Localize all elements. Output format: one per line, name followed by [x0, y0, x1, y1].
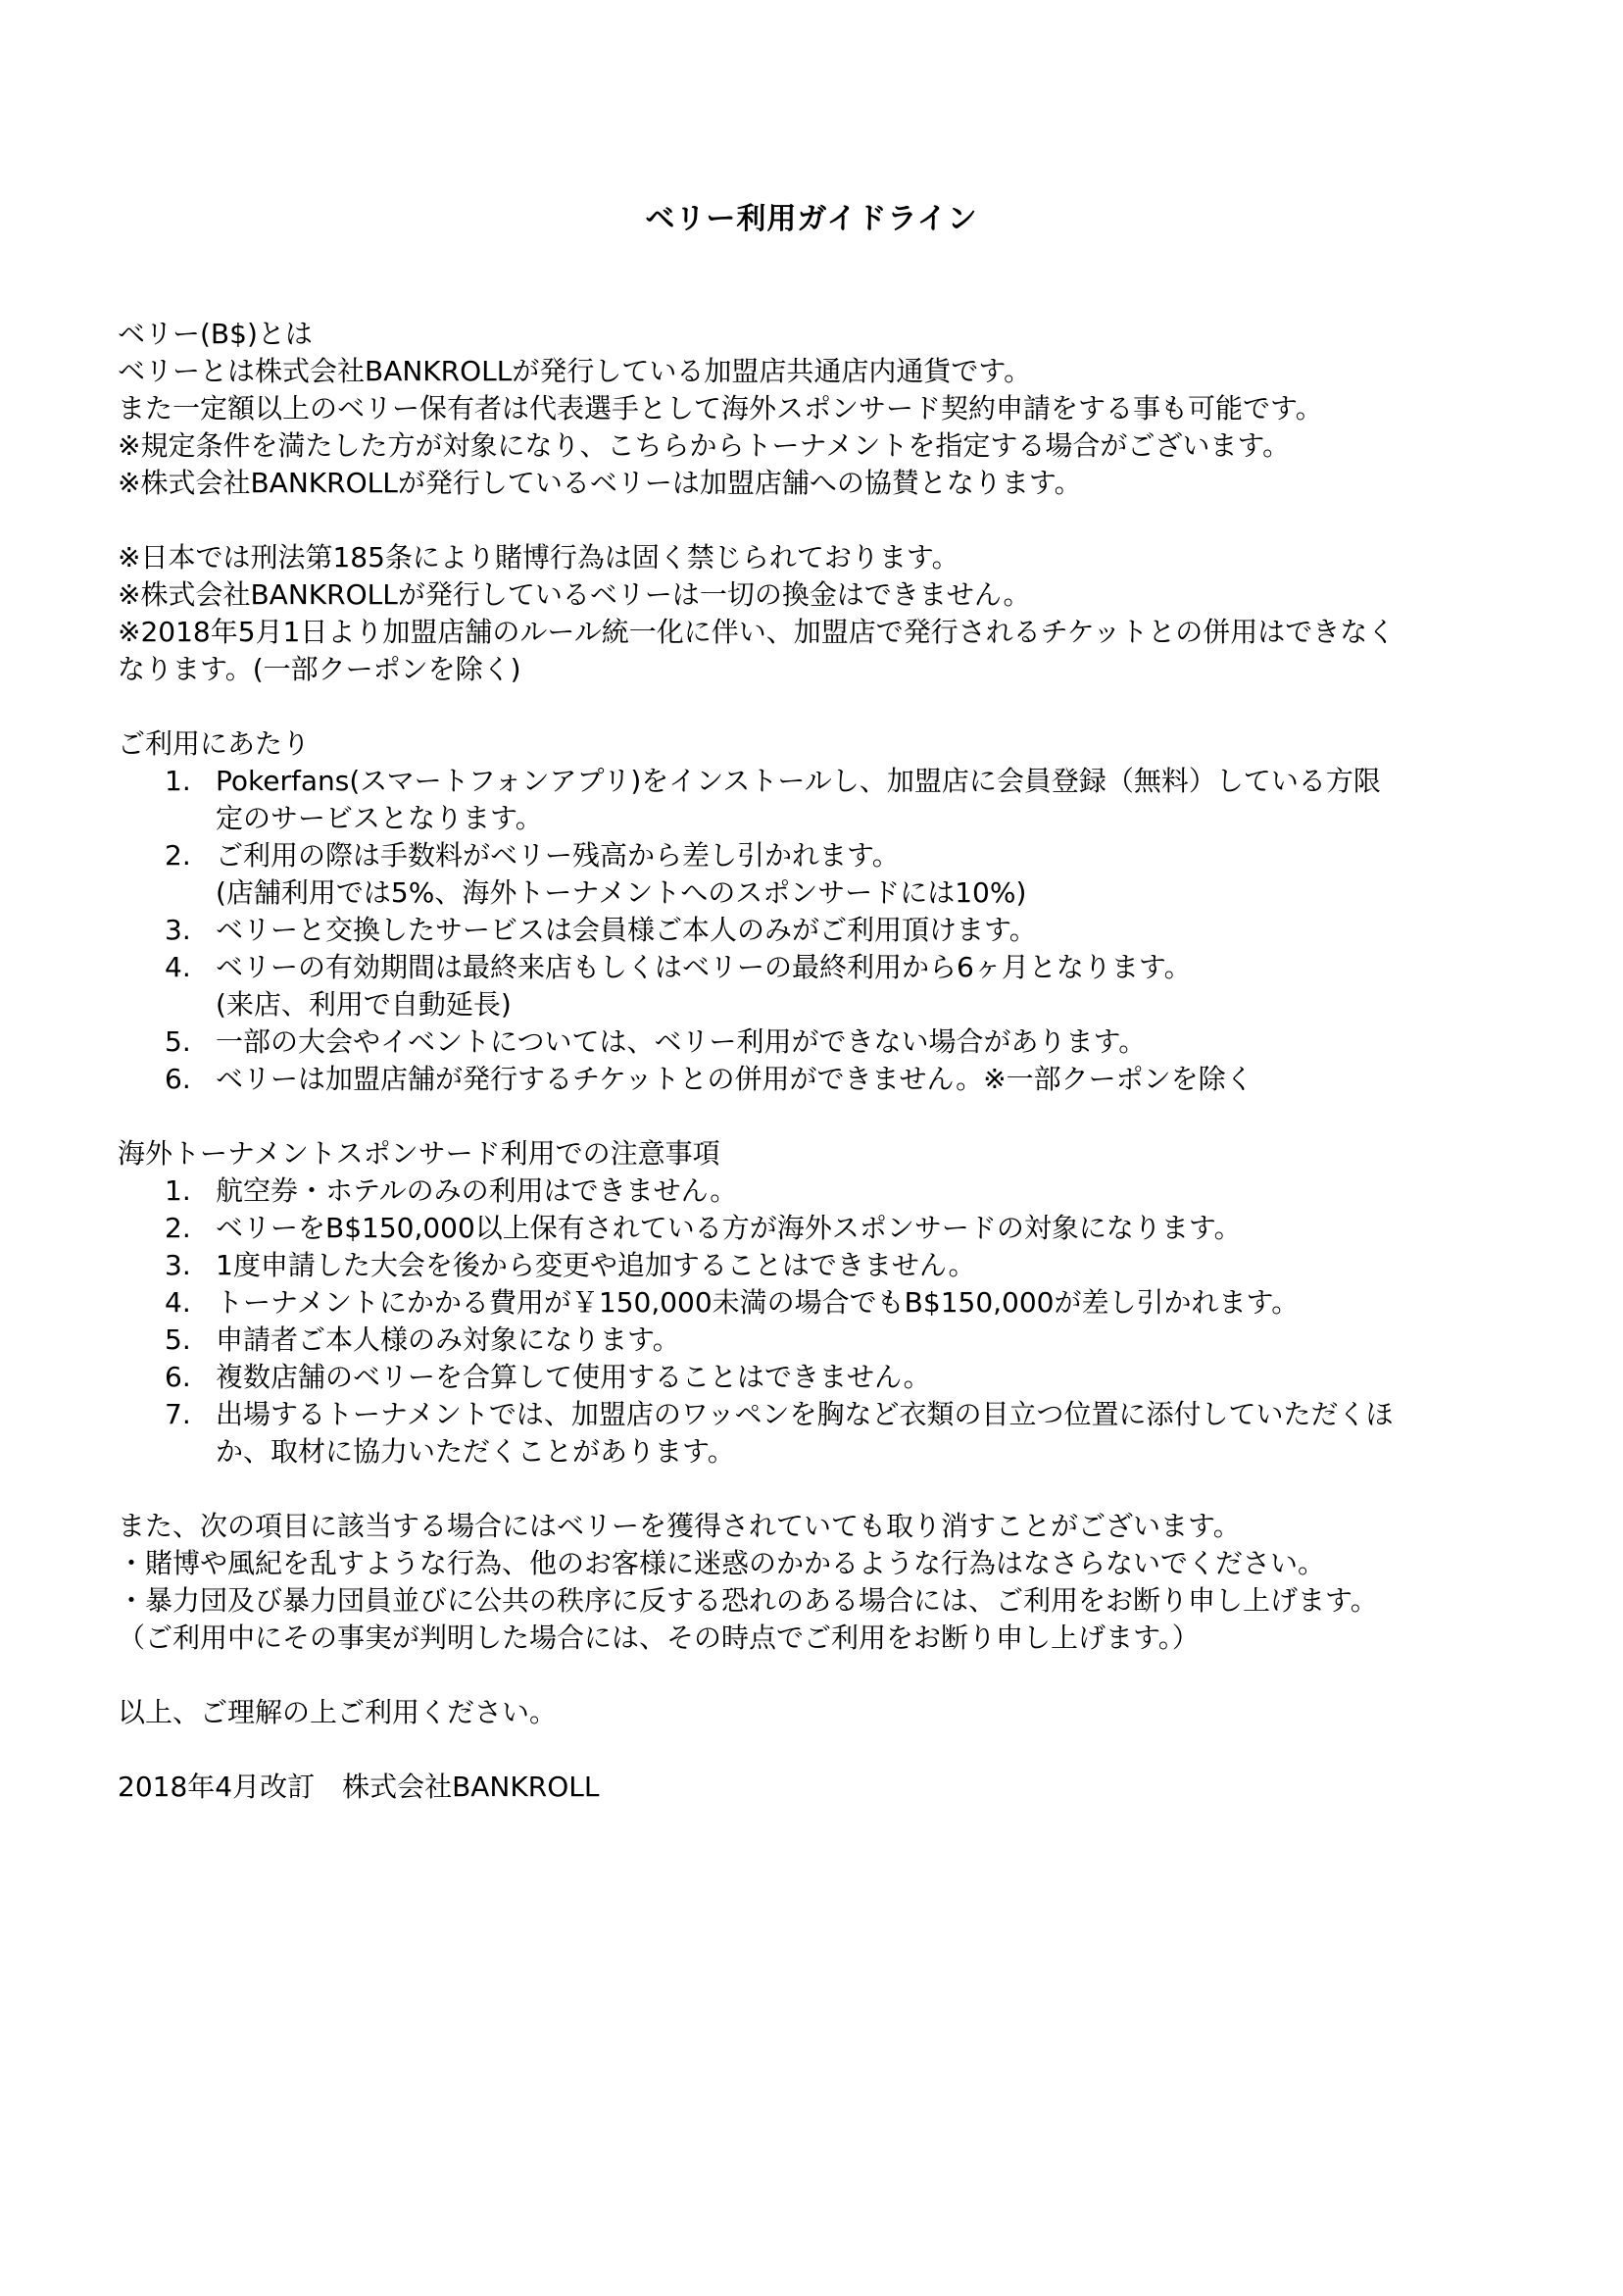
item-number: 6.	[165, 1361, 191, 1393]
usage-item-4	[118, 949, 1529, 1023]
item-text: 航空券・ホテルのみの利用はできません。	[216, 1174, 738, 1207]
note-line: ※2018年5月1日より加盟店舗のルール統一化に伴い、加盟店で発行されるチケットとの併用はできなく	[118, 616, 1396, 648]
sponsor-item-6	[118, 1359, 1529, 1396]
item-text: トーナメントにかかる費用が￥150,000未満の場合でもB$150,000が差し引かれます。	[216, 1286, 1300, 1319]
sponsor-item-5	[118, 1322, 1529, 1359]
item-text: 申請者ご本人様のみ対象になります。	[216, 1323, 680, 1356]
item-text: ベリーは加盟店舗が発行するチケットとの併用ができません。※一部クーポンを除く	[216, 1063, 1254, 1095]
item-number: 2.	[165, 839, 191, 872]
sponsor-item-4	[118, 1284, 1529, 1322]
item-text: ベリーの有効期間は最終来店もしくはベリーの最終利用から6ヶ月となります。	[216, 951, 1192, 983]
usage-item-2	[118, 837, 1529, 912]
sponsor-item-1	[118, 1173, 1529, 1210]
item-number: 1.	[165, 1174, 191, 1207]
closing-text: 以上、ご理解の上ご利用ください。	[118, 1696, 558, 1728]
sponsor-item-2	[118, 1210, 1529, 1247]
item-number: 7.	[165, 1398, 191, 1430]
item-number: 3.	[165, 1249, 191, 1281]
footer-revision: 2018年4月改訂 株式会社BANKROLL	[118, 1771, 600, 1803]
document-body	[118, 316, 1529, 1806]
cancellation-line: ・賭博や風紀を乱すような行為、他のお客様に迷惑のかかるような行為はなさらないでください。	[118, 1547, 1326, 1579]
item-text: ベリーと交換したサービスは会員様ご本人のみがご利用頂けます。	[216, 914, 1037, 946]
item-number: 6.	[165, 1063, 191, 1095]
cancellation-line: また、次の項目に該当する場合にはベリーを獲得されていても取り消すことがございます。	[118, 1510, 1241, 1542]
intro-line: ※規定条件を満たした方が対象になり、こちらからトーナメントを指定する場合がございます。	[118, 429, 1291, 462]
usage-item-3	[118, 912, 1529, 949]
usage-item-5	[118, 1023, 1529, 1061]
item-text: ご利用の際は手数料がベリー残高から差し引かれます。	[216, 839, 900, 872]
item-number: 2.	[165, 1212, 191, 1244]
item-number: 3.	[165, 914, 191, 946]
item-number: 1.	[165, 765, 191, 797]
intro-heading: ベリー(B$)とは	[118, 318, 313, 350]
note-line: ※株式会社BANKROLLが発行しているベリーは一切の換金はできません。	[118, 578, 1031, 611]
item-text: 定のサービスとなります。	[216, 802, 543, 834]
item-text: (店舗利用では5%、海外トーナメントへのスポンサードには10%)	[216, 876, 1027, 909]
usage-item-6	[118, 1061, 1529, 1098]
usage-heading: ご利用にあたり	[118, 727, 311, 760]
item-text: 一部の大会やイベントについては、ベリー利用ができない場合があります。	[216, 1025, 1147, 1058]
sponsor-heading: 海外トーナメントスポンサード利用での注意事項	[118, 1137, 720, 1170]
cancellation-line: （ご利用中にその事実が判明した場合には、その時点でご利用をお断り申し上げます。）	[118, 1622, 1200, 1654]
intro-line: ベリーとは株式会社BANKROLLが発行している加盟店共通店内通貨です。	[118, 355, 1032, 387]
item-text: 1度申請した大会を後から変更や追加することはできません。	[216, 1249, 976, 1281]
sponsor-item-3	[118, 1247, 1529, 1284]
usage-item-1	[118, 763, 1529, 837]
item-number: 4.	[165, 1286, 191, 1319]
item-number: 4.	[165, 951, 191, 983]
item-text: か、取材に協力いただくことがあります。	[216, 1435, 735, 1468]
item-text: 複数店舗のベリーを合算して使用することはできません。	[216, 1361, 931, 1393]
sponsor-item-7	[118, 1396, 1529, 1471]
item-number: 5.	[165, 1323, 191, 1356]
item-text: (来店、利用で自動延長)	[216, 988, 512, 1021]
item-text: ベリーをB$150,000以上保有されている方が海外スポンサードの対象になります。	[216, 1212, 1242, 1244]
intro-line: また一定額以上のベリー保有者は代表選手として海外スポンサード契約申請をする事も可能です。	[118, 392, 1323, 424]
intro-line: ※株式会社BANKROLLが発行しているベリーは加盟店舗への協賛となります。	[118, 467, 1082, 499]
note-line: ※日本では刑法第185条により賭博行為は固く禁じられております。	[118, 541, 959, 574]
item-text: Pokerfans(スマートフォンアプリ)をインストールし、加盟店に会員登録（無料）している方限	[216, 765, 1381, 797]
document-title: ベリー利用ガイドライン	[645, 202, 978, 236]
item-text: 出場するトーナメントでは、加盟店のワッペンを胸など衣類の目立つ位置に添付していただくほ	[216, 1398, 1394, 1430]
note-line: なります。(一部クーポンを除く)	[118, 653, 521, 685]
cancellation-line: ・暴力団及び暴力団員並びに公共の秩序に反する恐れのある場合には、ご利用をお断り申し上げます。	[118, 1584, 1378, 1617]
item-number: 5.	[165, 1025, 191, 1058]
